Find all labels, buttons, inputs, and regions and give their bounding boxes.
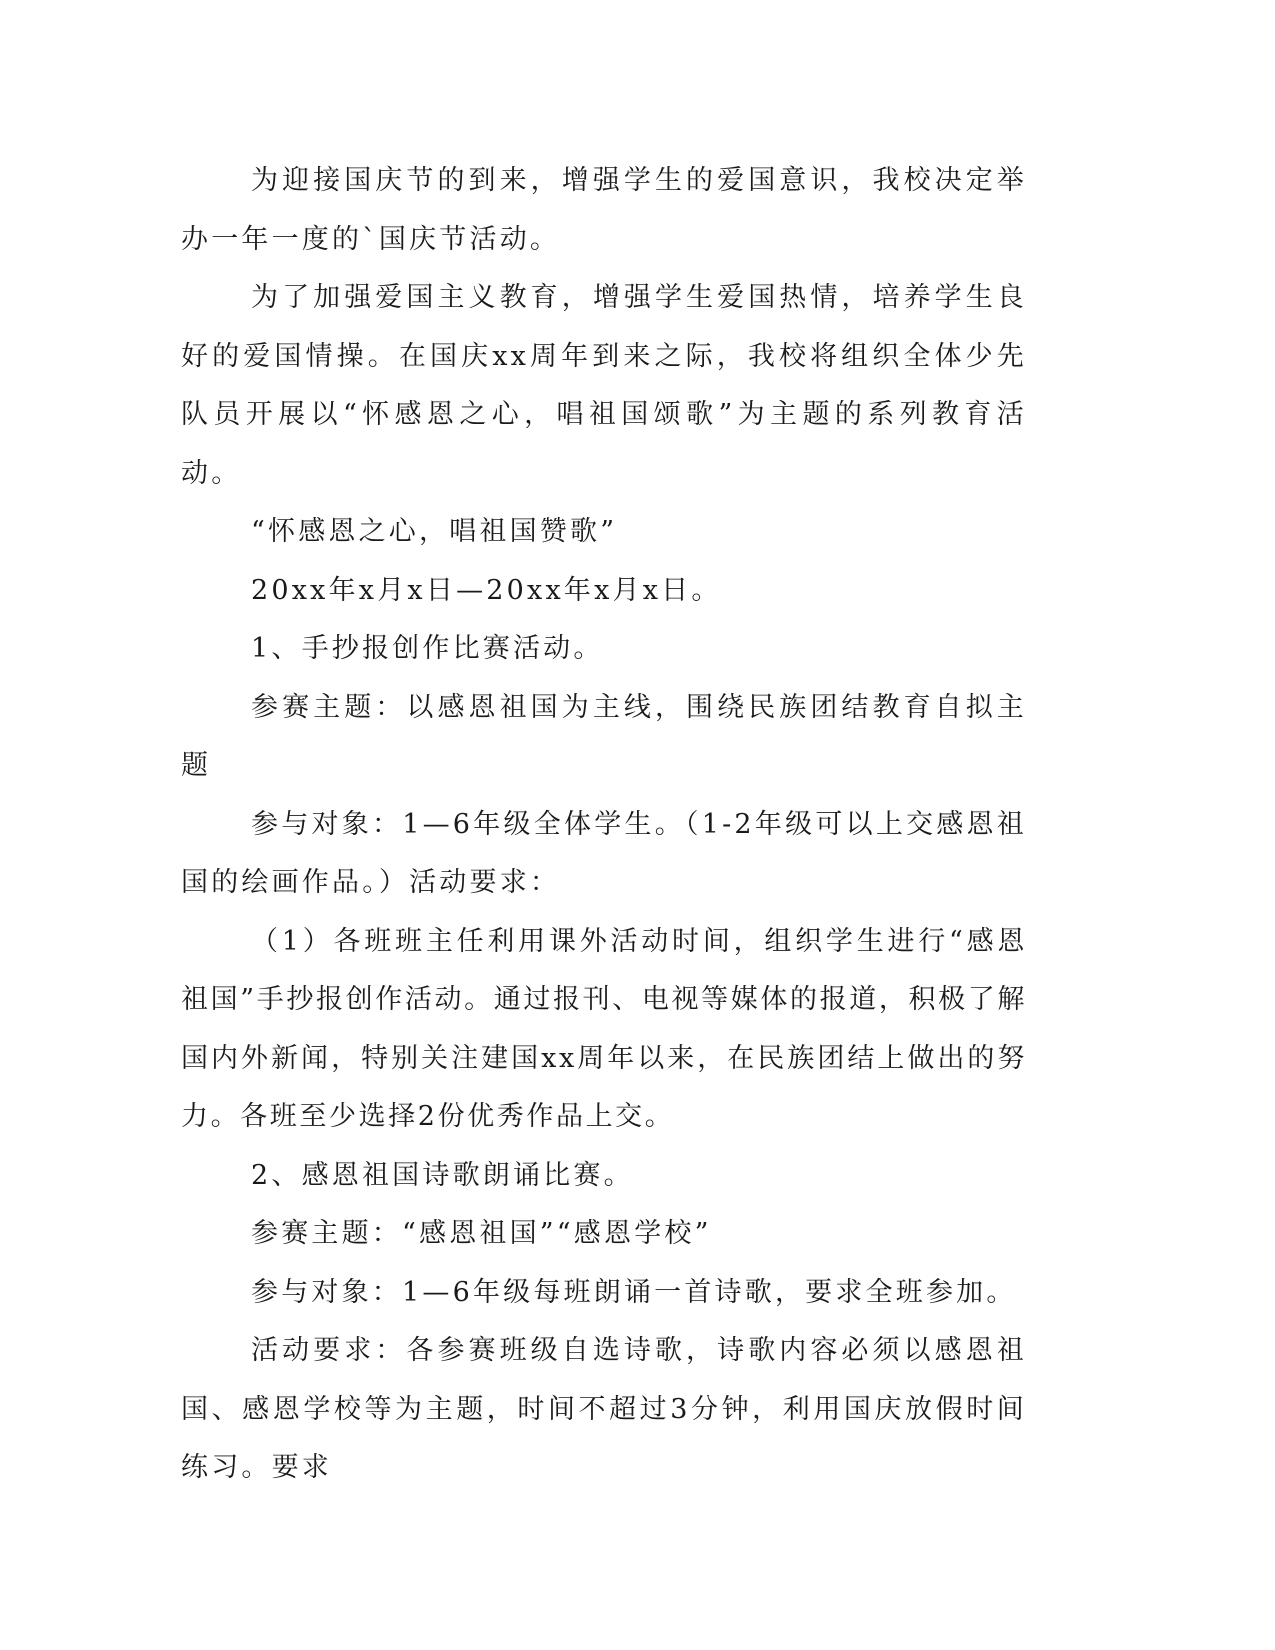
document-body — [181, 152, 1027, 1498]
activity-1-heading: 1、手抄报创作比赛活动。 — [251, 633, 604, 664]
intro-paragraph: 为迎接国庆节的到来，增强学生的爱国意识，我校决定举办一年一度的`国庆节活动。 — [181, 165, 1027, 255]
theme-line: “怀感恩之心，唱祖国赞歌” — [251, 516, 618, 547]
activity-1-theme: 参赛主题：以感恩祖国为主线，围绕民族团结教育自拟主题 — [181, 691, 1027, 781]
activity-2-requirement: 活动要求：各参赛班级自选诗歌，诗歌内容必须以感恩祖国、感恩学校等为主题，时间不超过3分钟，利用国庆放假时间练习。要求 — [181, 1335, 1027, 1483]
activity-2-participants: 参与对象：1—6年级每班朗诵一首诗歌，要求全班参加。 — [251, 1276, 1017, 1308]
activity-1-participants: 参与对象：1—6年级全体学生。（1-2年级可以上交感恩祖国的绘画作品。）活动要求： — [181, 808, 1027, 898]
activity-2-theme: 参赛主题：“感恩祖国”“感恩学校” — [251, 1218, 712, 1249]
purpose-paragraph: 为了加强爱国主义教育，增强学生爱国热情，培养学生良好的爱国情操。在国庆xx周年到来之际，我校将组织全体少先队员开展以“怀感恩之心，唱祖国颂歌”为主题的系列教育活动。 — [181, 282, 1027, 489]
date-line: 20xx年x月x日—20xx年x月x日。 — [251, 574, 722, 606]
activity-1-requirement: （1）各班班主任利用课外活动时间，组织学生进行“感恩祖国”手抄报创作活动。通过报刊、电视等媒体的报道，积极了解国内外新闻，特别关注建国xx周年以来，在民族团结上做出的努力。各班至少选择2份优秀作品上交。 — [181, 925, 1027, 1132]
activity-2-heading: 2、感恩祖国诗歌朗诵比赛。 — [251, 1159, 634, 1191]
